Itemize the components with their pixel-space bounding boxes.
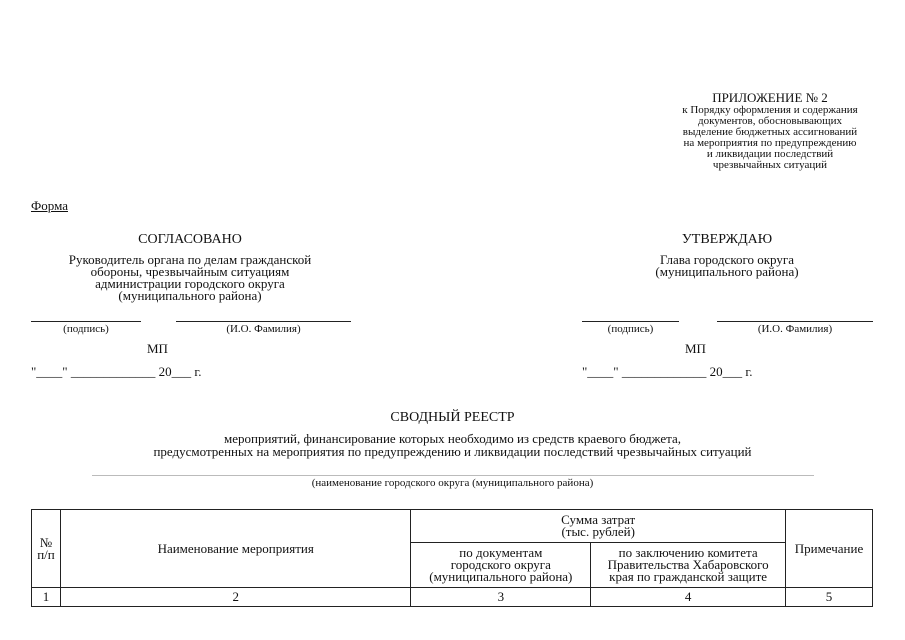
header-sum-line: (тыс. рублей) xyxy=(561,524,635,539)
column-number: 4 xyxy=(591,588,786,607)
header-number-line: № xyxy=(39,534,53,550)
agreed-heading: СОГЛАСОВАНО xyxy=(138,232,242,247)
agreed-stamp-mark: МП xyxy=(147,341,168,356)
register-subtitle xyxy=(0,432,905,458)
approved-name-caption: (И.О. Фамилия) xyxy=(757,323,833,335)
agreed-name-line xyxy=(176,321,351,322)
column-number: 2 xyxy=(60,588,410,607)
appendix-line: и ликвидации последствий xyxy=(706,148,834,160)
header-sum-docs xyxy=(411,543,591,588)
agreed-line: обороны, чрезвычайным ситуациям xyxy=(90,264,290,279)
header-sum-docs-line: по документам xyxy=(459,545,543,560)
register-title: СВОДНЫЙ РЕЕСТР xyxy=(390,410,515,425)
appendix-line: выделение бюджетных ассигнований xyxy=(682,126,858,138)
agreed-date: "____" _____________ 20___ г. xyxy=(31,364,202,379)
column-number: 5 xyxy=(786,588,873,607)
header-number xyxy=(32,510,61,588)
header-name: Наименование мероприятия xyxy=(60,510,410,588)
form-label: Форма xyxy=(31,198,68,213)
agreed-sign-caption: (подпись) xyxy=(63,323,109,335)
appendix-line: чрезвычайных ситуаций xyxy=(712,159,828,171)
appendix-block xyxy=(640,90,900,171)
column-number: 3 xyxy=(411,588,591,607)
header-sum-committee-line: Правительства Хабаровского xyxy=(607,557,769,572)
approved-date: "____" _____________ 20___ г. xyxy=(582,364,753,379)
agreed-name-caption: (И.О. Фамилия) xyxy=(226,323,301,335)
approved-line: Глава городского округа xyxy=(660,252,794,267)
approved-sign-caption: (подпись) xyxy=(607,323,654,335)
header-sum-docs-line: (муниципального района) xyxy=(429,569,573,584)
agreed-signature-line xyxy=(31,321,141,322)
register-subtitle-line: предусмотренных на мероприятия по предупреждению и ликвидации последствий чрезвычайных ситуаций xyxy=(153,444,752,459)
header-sum-committee xyxy=(591,543,786,588)
header-sum-line: Сумма затрат xyxy=(561,512,636,527)
municipality-caption: (наименование городского округа (муниципального района) xyxy=(311,477,594,489)
header-sum-committee-line: края по гражданской защите xyxy=(609,569,768,584)
column-number: 1 xyxy=(32,588,61,607)
approved-line: (муниципального района) xyxy=(655,264,799,279)
header-sum xyxy=(411,510,786,543)
header-number-line: п/п xyxy=(37,546,55,562)
approved-name-line xyxy=(717,321,873,322)
agreed-line: Руководитель органа по делам гражданской xyxy=(68,252,312,267)
appendix-line: документов, обосновывающих xyxy=(698,115,842,127)
header-note: Примечание xyxy=(786,510,873,588)
agreed-line: администрации городского округа xyxy=(95,276,285,291)
approved-heading: УТВЕРЖДАЮ xyxy=(681,232,773,247)
approved-block xyxy=(567,232,887,278)
header-sum-committee-line: по заключению комитета xyxy=(618,545,758,560)
approved-signature-line xyxy=(582,321,679,322)
register-table xyxy=(31,509,873,607)
appendix-title: ПРИЛОЖЕНИЕ № 2 xyxy=(712,90,828,105)
appendix-line: к Порядку оформления и содержания xyxy=(682,104,858,116)
appendix-line: на мероприятия по предупреждению xyxy=(683,137,857,149)
agreed-block xyxy=(30,232,350,302)
agreed-line: (муниципального района) xyxy=(118,288,262,303)
register-subtitle-line: мероприятий, финансирование которых необходимо из средств краевого бюджета, xyxy=(224,431,681,446)
municipality-line xyxy=(92,475,814,476)
header-sum-docs-line: городского округа xyxy=(450,557,551,572)
approved-stamp-mark: МП xyxy=(685,341,706,356)
